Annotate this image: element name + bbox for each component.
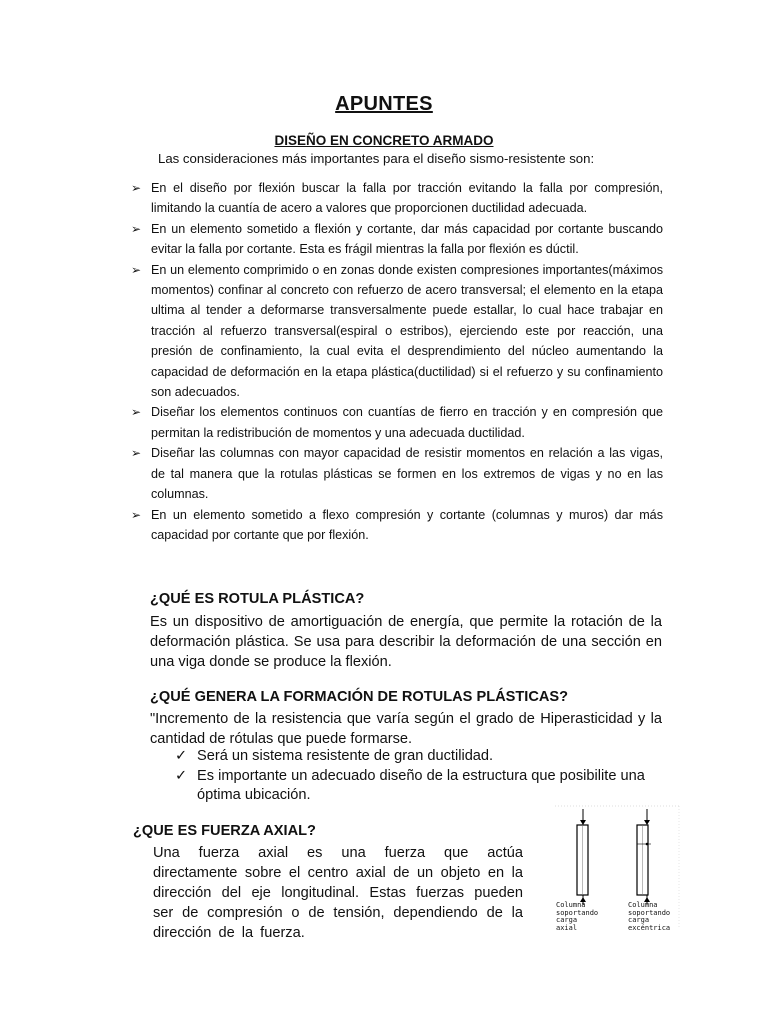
figure-caption-eccentric: Columna soportando carga excéntrica: [628, 901, 671, 932]
list-item-text: Diseñar los elementos continuos con cuantías de fierro en tracción y en compresión que permitan la redistribución de momentos y una adecuada ductilidad.: [151, 405, 663, 440]
arrow-bullet-icon: ➢: [131, 507, 142, 522]
arrow-bullet-icon: ➢: [131, 446, 142, 461]
list-item-text: Será un sistema resistente de gran ductilidad.: [197, 748, 494, 764]
list-item: [130, 443, 663, 504]
section-body-fuerza-axial: Una fuerza axial es una fuerza que actúa directamente sobre el centro axial de un objeto en la dirección del eje longitudinal. Estas fuerzas pueden ser de compresión o de tensión, dependiendo de la dirección de la fuerza.: [153, 845, 523, 941]
considerations-list: [130, 178, 663, 545]
formacion-checklist: [175, 747, 665, 806]
axial-column-drawing: [577, 809, 588, 905]
checkmark-icon: ✓: [175, 748, 188, 764]
list-item: [130, 178, 663, 219]
subtitle: DISEÑO EN CONCRETO ARMADO: [274, 133, 494, 148]
arrow-bullet-icon: ➢: [131, 221, 142, 236]
list-item: [130, 260, 663, 403]
eccentric-column-drawing: [637, 809, 651, 905]
figure-caption-axial: Columna soportando carga axial: [556, 901, 599, 932]
intro-text: Las consideraciones más importantes para el diseño sismo-resistente son:: [158, 151, 595, 166]
list-item: [175, 767, 665, 806]
list-item: [130, 402, 663, 443]
arrow-bullet-icon: ➢: [131, 405, 142, 420]
list-item-text: En el diseño por flexión buscar la falla por tracción evitando la falla por compresión, limitando la cuantía de acero a valores que proporcionen ductilidad adecuada.: [151, 181, 663, 216]
arrow-bullet-icon: ➢: [131, 181, 142, 195]
arrow-bullet-icon: ➢: [131, 262, 142, 277]
list-item: [175, 747, 665, 767]
list-item-text: En un elemento sometido a flexión y cortante, dar más capacidad por cortante buscando evitar la falla por cortante. Esta es frágil mientras la falla por flexión es dúctil.: [151, 221, 663, 257]
list-item-text: Es importante un adecuado diseño de la estructura que posibilite una óptima ubicación.: [197, 767, 645, 803]
list-item-text: En un elemento sometido a flexo compresión y cortante (columnas y muros) dar más capacidad por cortante que por flexión.: [151, 507, 663, 542]
list-item: [130, 505, 663, 546]
list-item-text: En un elemento comprimido o en zonas donde existen compresiones importantes(máximos momentos) confinar al concreto con refuerzo de acero transversal; el elemento en la etapa ultima al tender a deformarse transversalmente puede estallar, lo cual hace trabajar en tracción al refuerzo transversal(espiral o estribos), ejerciendo este por reacción, una presión de confinamiento, la cual evita el desprendimiento del núcleo aumentando la capacidad de deformación en la etapa plástica(ductilidad) si el refuerzo y su confinamiento son adecuados.: [151, 262, 663, 400]
section-body-formacion: "Incremento de la resistencia que varía según el grado de Hiperasticidad y la cantidad de rótulas que puede formarse.: [150, 711, 662, 747]
section-heading-formacion: ¿QUÉ GENERA LA FORMACIÓN DE ROTULAS PLÁSTICAS?: [150, 689, 569, 705]
list-item: [130, 219, 663, 260]
page-title: APUNTES: [335, 93, 433, 115]
section-heading-fuerza-axial: ¿QUE ES FUERZA AXIAL?: [133, 823, 316, 839]
section-body-rotula: Es un dispositivo de amortiguación de energía, que permite la rotación de la deformación plástica. Se usa para describir la deformación de una sección en una viga donde se produce la flexión.: [150, 614, 662, 670]
checkmark-icon: ✓: [175, 767, 188, 784]
columns-figure: [553, 803, 681, 933]
list-item-text: Diseñar las columnas con mayor capacidad de resistir momentos en relación a las vigas, de tal manera que la rotulas plásticas se formen en los extremos de vigas y no en las columnas.: [151, 446, 663, 502]
section-heading-rotula: ¿QUÉ ES ROTULA PLÁSTICA?: [150, 591, 365, 607]
